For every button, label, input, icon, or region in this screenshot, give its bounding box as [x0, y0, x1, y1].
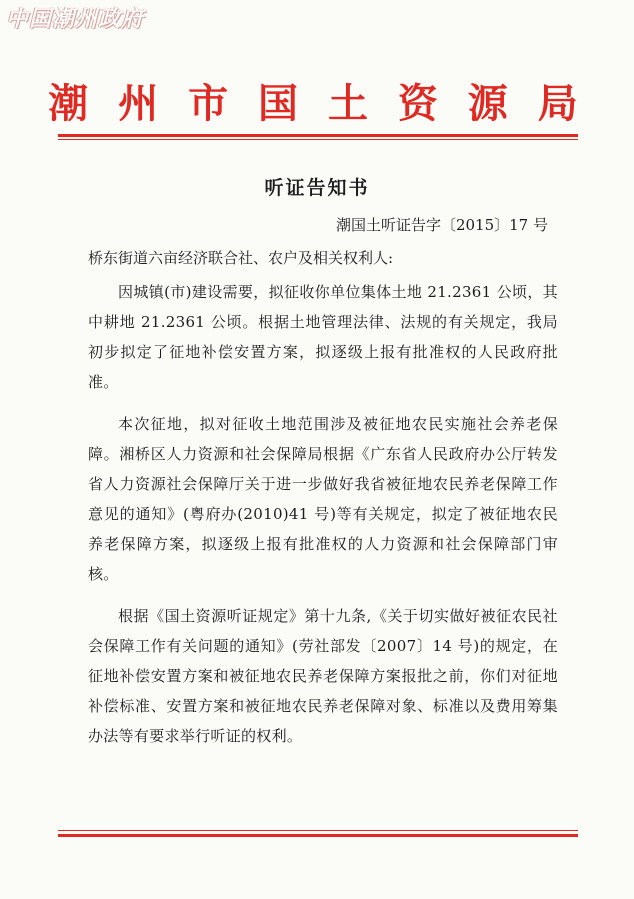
header-rule-thin	[58, 139, 578, 140]
body-paragraph-1: 因城镇(市)建设需要，拟征收你单位集体土地 21.2361 公顷，其中耕地 21.2361 公顷。根据土地管理法律、法规的有关规定，我局初步拟定了征地补偿安置方案，拟逐级上报有批准权的人民政府批准。	[88, 283, 558, 391]
watermark-logo: 中国潮州政府	[6, 6, 145, 32]
header-rule-thick	[58, 134, 578, 137]
salutation: 桥东街道六亩经济联合社、农户及相关权利人:	[88, 249, 394, 267]
body-paragraph-3: 根据《国土资源听证规定》第十九条,《关于切实做好被征农民社会保障工作有关问题的通知》(劳社部发〔2007〕14 号)的规定，在征地补偿安置方案和被征地农民养老保障方案报批之前，你们对征地补偿标准、安置方案和被征地农民养老保障对象、标准以及费用筹集办法等有要求举行听证的权利。	[88, 607, 558, 745]
org-header-title: 潮 州 市 国 土 资 源 局	[48, 81, 586, 127]
document-number: 潮国土听证告字〔2015〕17 号	[335, 216, 548, 234]
document-body	[88, 277, 558, 751]
body-paragraph-2: 本次征地，拟对征收土地范围涉及被征地农民实施社会养老保障。湘桥区人力资源和社会保障局根据《广东省人民政府办公厅转发省人力资源社会保障厅关于进一步做好我省被征地农民养老保障工作意见的通知》(粤府办(2010)41 号)等有关规定，拟定了被征地农民养老保障方案，拟逐级上报有批准权的人力资源和社会保障部门审核。	[88, 415, 558, 583]
document-title: 听证告知书	[264, 177, 370, 199]
footer-rule-thin	[58, 830, 578, 831]
footer-rule-thick	[58, 834, 578, 837]
